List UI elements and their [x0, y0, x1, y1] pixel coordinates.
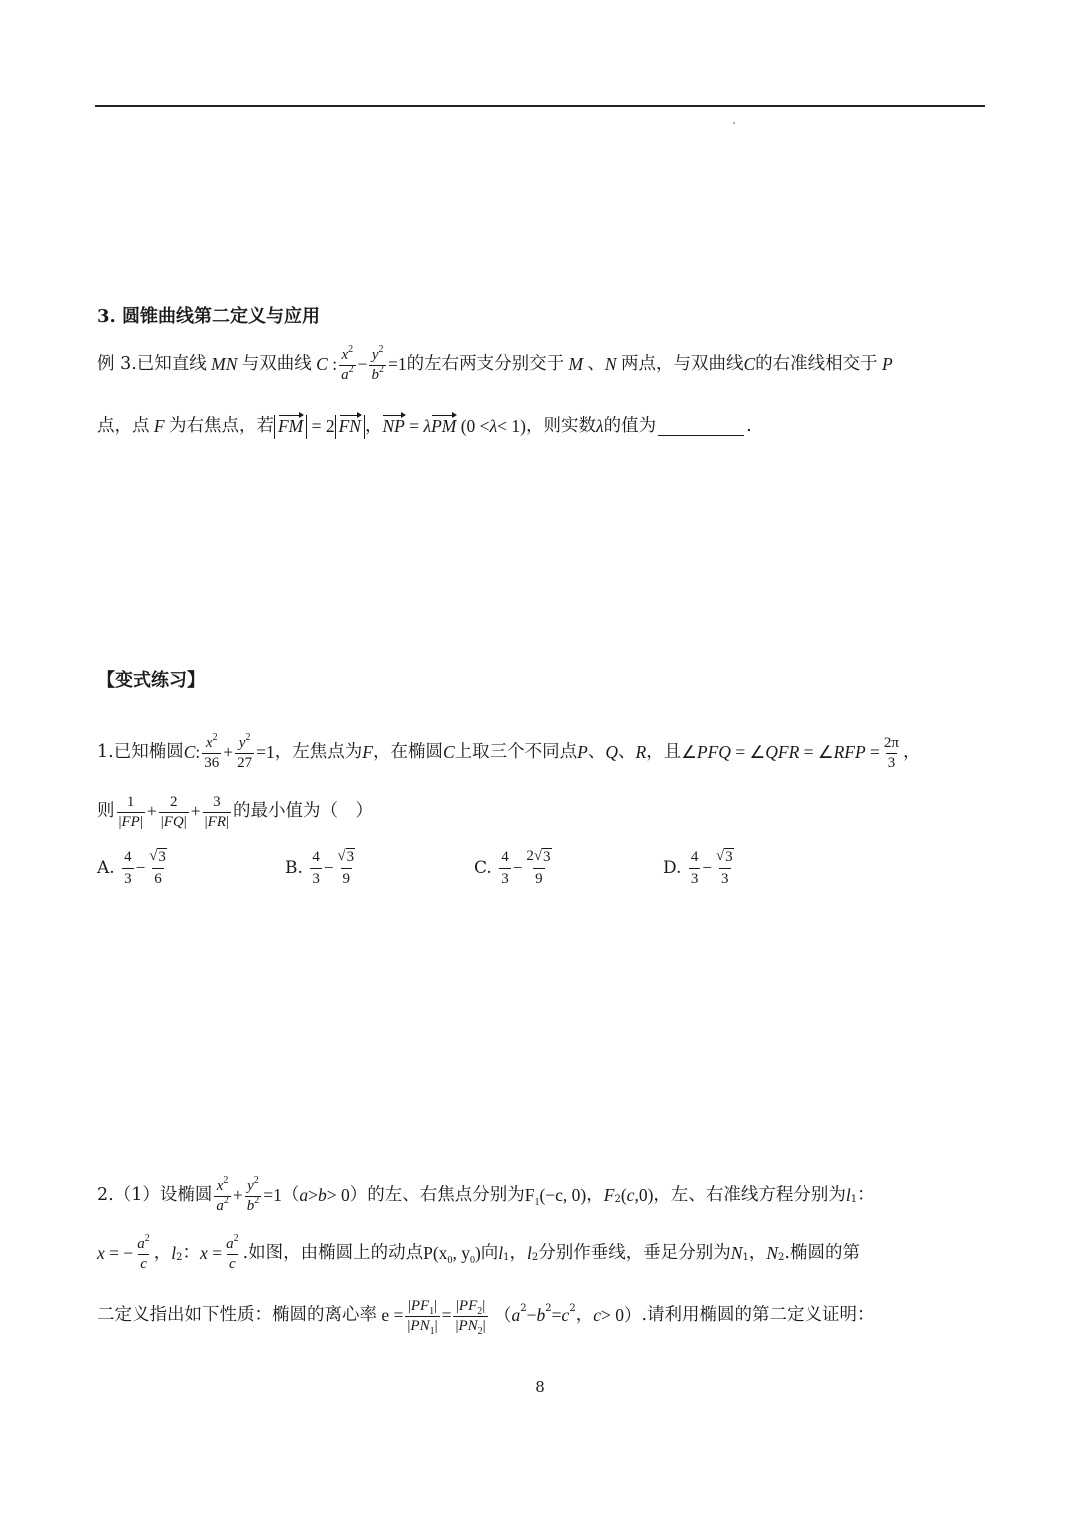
option-d[interactable]: D. $\frac{4}{3}$ − √ 3 3 — [663, 848, 733, 887]
header-rule — [95, 105, 985, 107]
example-3-line-2: 点，点 F 为右焦点，若 FM = 2 FN ， NP = λ PM (0 < λ < 1) ，则实数 λ 的值为 . — [97, 410, 752, 444]
speck — [733, 122, 735, 124]
example-label: 例 3. — [97, 354, 137, 375]
option-b[interactable]: B. $\frac{4}{3}$ − √ 3 9 — [285, 848, 355, 887]
option-c[interactable]: C. $\frac{4}{3}$ − 2√ 3 9 — [474, 848, 551, 887]
q2-line-3: 二定义指出如下性质：椭圆的离心率 e = $\frac{|PF_1|}{|PN_1|}$ = $\frac{|PF_2|}{|PN_2|}$ （ a 2 − b 2 = c 2 ， c > 0） .请利用椭圆的第二定义证明： — [97, 1297, 875, 1337]
q2-number: 2. — [97, 1185, 114, 1206]
q1-number: 1. — [97, 742, 114, 763]
page-number: 8 — [535, 1378, 545, 1396]
q2-line-1: 2. （1）设椭圆 $\frac{x^2}{a^2}$ + $\frac{y^2}{b^2}$ =1 （ a > b > 0 ）的左、右焦点分别为 $F_1(-c$, 0) ， F 2 ( c ,0) ，左、右准线方程分别为 l 1 ： — [97, 1174, 875, 1214]
q2-line-2: x = − $\frac{a^2}{c}$ ， l 2 ： x = $\frac{a^2}{c}$ .如图，由椭圆上的动点 $P(x_0$, $y_0$) 向 l 1 ， l 2 分别作垂线，垂足分别为 N 1 ， N 2 .椭圆的第 — [97, 1232, 860, 1272]
answer-blank[interactable] — [658, 419, 744, 436]
practice-title: 【变式练习】 — [97, 670, 205, 691]
q1-line-1: 1. 已知椭圆 C : $\frac{x^2}{36}$ + $\frac{y^2}{27}$ =1 ，左焦点为 F ，在椭圆 C 上取三个不同点 P 、 Q 、 R ，且 ∠ PFQ = ∠ QFR = ∠ RFP = $\frac{2\pi}{3}$ ， — [97, 731, 921, 771]
section-title: 3. 圆锥曲线第二定义与应用 — [97, 306, 321, 327]
q1-line-2: 则 $\frac{1}{|FP|}$ + $\frac{2}{|FQ|}$ + $\frac{3}{|FR|}$ 的最小值为（ ） — [97, 793, 373, 830]
option-a[interactable]: A. $\frac{4}{3}$ − √ 3 6 — [97, 848, 166, 887]
example-3-line-1: 例 3. 已知直线 MN 与双曲线 C : $\frac{x^2}{a^2}$ − $\frac{y^2}{b^2}$ =1 的左右两支分别交于 M 、 N 两点，与双曲线 C 的右准线相交于 P — [97, 343, 893, 383]
